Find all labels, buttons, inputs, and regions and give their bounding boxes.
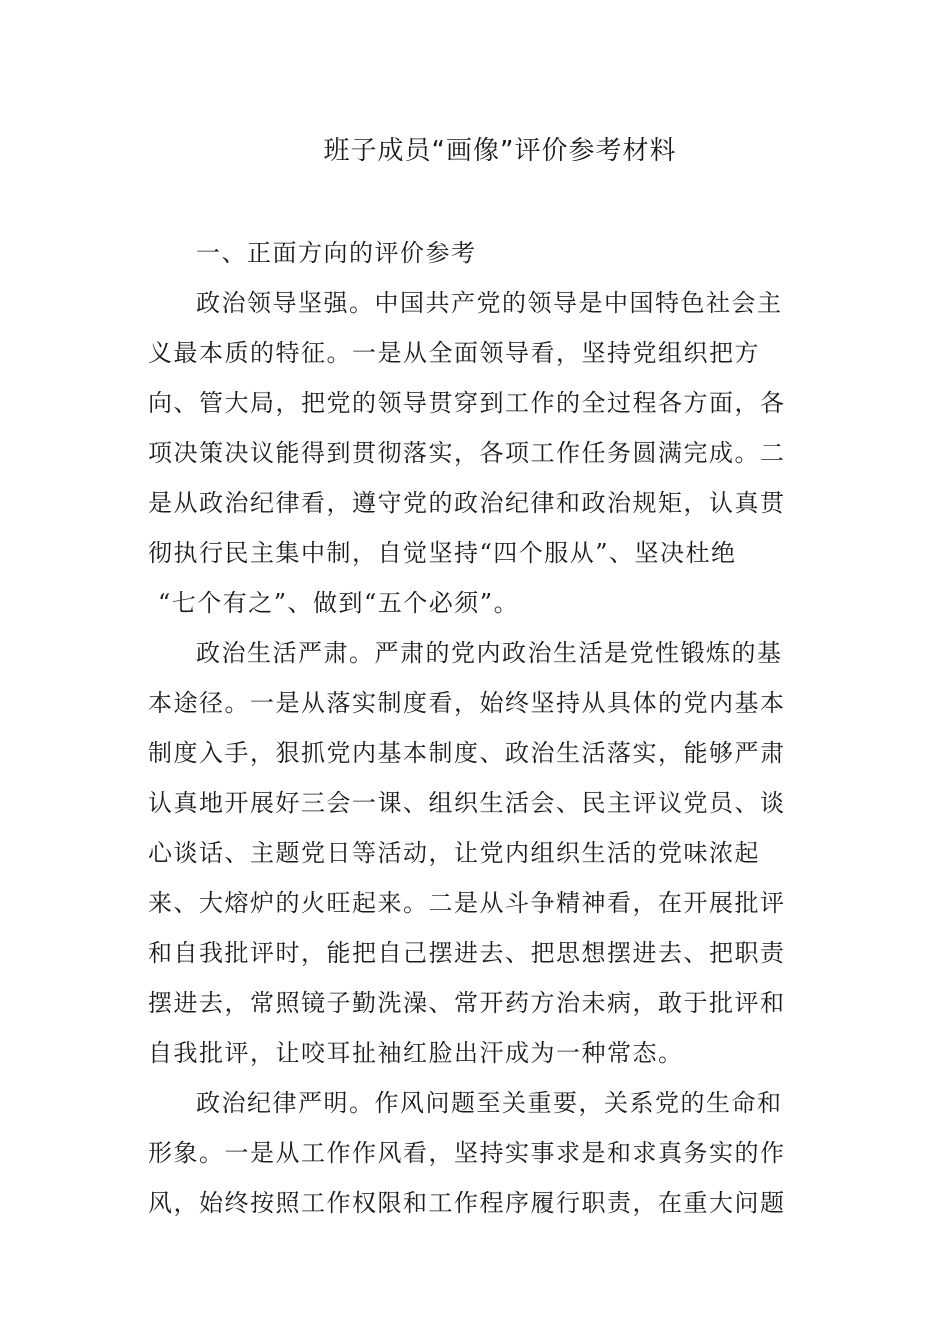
text-line: 项决策决议能得到贯彻落实，各项工作任务圆满完成。二 (148, 439, 786, 467)
text-line: 风，始终按照工作权限和工作程序履行职责，在重大问题 (148, 1189, 786, 1217)
text-line: 本途径。一是从落实制度看，始终坚持从具体的党内基本 (148, 689, 786, 717)
text-line: 自我批评，让咬耳扯袖红脸出汗成为一种常态。 (148, 1039, 684, 1067)
text-line: 一、正面方向的评价参考 (196, 239, 477, 267)
text-line: 摆进去，常照镜子勤洗澡、常开药方治未病，敢于批评和 (148, 989, 786, 1017)
text-line: 彻执行民主集中制，自觉坚持“四个服从”、坚决杜绝 (148, 539, 737, 567)
text-line: 政治生活严肃。严肃的党内政治生活是党性锻炼的基 (196, 639, 783, 667)
text-line: 政治纪律严明。作风问题至关重要，关系党的生命和 (196, 1089, 783, 1117)
text-line: 政治领导坚强。中国共产党的领导是中国特色社会主 (196, 289, 783, 317)
text-line: 认真地开展好三会一课、组织生活会、民主评议党员、谈 (148, 789, 786, 817)
text-line: 义最本质的特征。一是从全面领导看，坚持党组织把方 (148, 339, 760, 367)
document-title: 班子成员“画像”评价参考材料 (323, 136, 677, 166)
text-line: 来、大熔炉的火旺起来。二是从斗争精神看，在开展批评 (148, 889, 786, 917)
text-line: “七个有之”、做到“五个必须”。 (158, 589, 520, 617)
text-line: 心谈话、主题党日等活动，让党内组织生活的党味浓起 (148, 839, 760, 867)
document-body (148, 228, 788, 1228)
text-line: 制度入手，狠抓党内基本制度、政治生活落实，能够严肃 (148, 739, 786, 767)
text-line: 和自我批评时，能把自己摆进去、把思想摆进去、把职责 (148, 939, 786, 967)
text-line: 是从政治纪律看，遵守党的政治纪律和政治规矩，认真贯 (148, 489, 786, 517)
text-line: 向、管大局，把党的领导贯穿到工作的全过程各方面，各 (148, 389, 786, 417)
text-line: 形象。一是从工作作风看，坚持实事求是和求真务实的作 (148, 1139, 786, 1167)
